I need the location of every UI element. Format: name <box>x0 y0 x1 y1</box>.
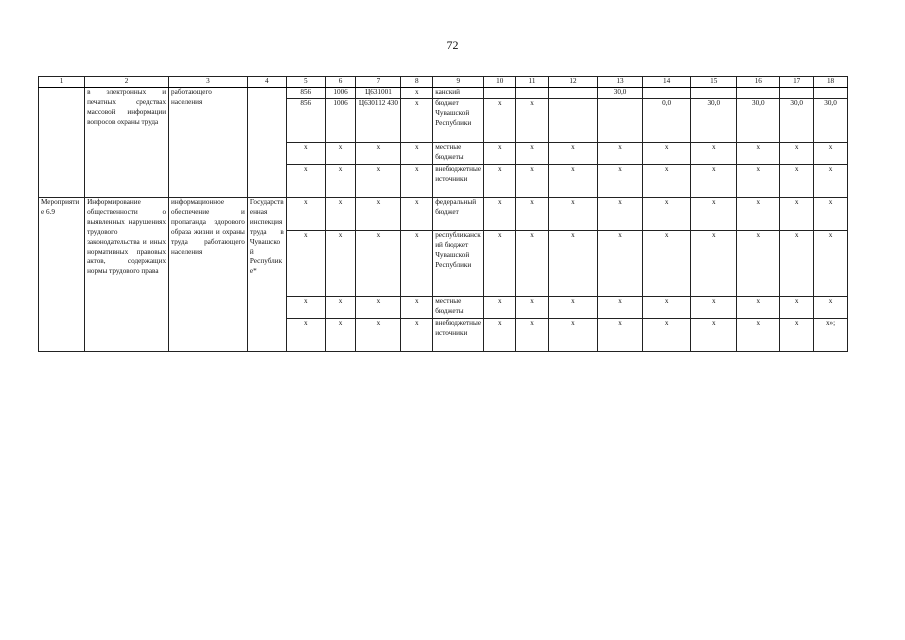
value-cell: х <box>814 198 848 231</box>
funding-source-cell: внебюджетные источники <box>433 319 484 352</box>
activity-name-cell: Информирование общественности о выявленных нарушениях трудового законодательства и иных нормативных правовых актов, содержащих нормы трудового права <box>85 198 169 352</box>
section-code-cell: 1006 <box>325 88 356 99</box>
value-cell <box>516 88 549 99</box>
funding-source-cell: местные бюджеты <box>433 143 484 165</box>
value-cell: х <box>737 319 780 352</box>
column-number: 7 <box>356 77 401 88</box>
value-cell: х <box>780 198 814 231</box>
value-cell: х <box>484 297 516 319</box>
value-cell: х <box>737 198 780 231</box>
grbs-code-cell: х <box>286 198 325 231</box>
value-cell <box>484 88 516 99</box>
value-cell: х <box>598 143 643 165</box>
column-number: 14 <box>643 77 691 88</box>
section-code-cell: х <box>325 198 356 231</box>
grbs-code-cell: 856 <box>286 99 325 143</box>
value-cell: х <box>643 143 691 165</box>
value-cell: 0,0 <box>643 99 691 143</box>
column-number: 4 <box>247 77 286 88</box>
expense-type-cell: х <box>401 231 433 297</box>
value-cell: х <box>598 319 643 352</box>
value-cell: х <box>516 198 549 231</box>
value-cell: х <box>780 143 814 165</box>
funding-source-cell: федеральный бюджет <box>433 198 484 231</box>
target-article-cell: Ц630112 430 <box>356 99 401 143</box>
value-cell: х <box>814 165 848 198</box>
target-article-cell: Ц631001 <box>356 88 401 99</box>
value-cell: х <box>484 198 516 231</box>
expected-result-cell: работающего населения <box>169 88 248 198</box>
value-cell: 30,0 <box>814 99 848 143</box>
value-cell: 30,0 <box>737 99 780 143</box>
value-cell: х <box>691 231 737 297</box>
funding-source-cell: республиканский бюджет Чувашской Республики <box>433 231 484 297</box>
column-number: 1 <box>39 77 85 88</box>
value-cell: х <box>516 165 549 198</box>
expense-type-cell: х <box>401 319 433 352</box>
column-number: 6 <box>325 77 356 88</box>
column-number: 18 <box>814 77 848 88</box>
value-cell <box>548 88 597 99</box>
value-cell: х <box>780 231 814 297</box>
value-cell: х <box>548 297 597 319</box>
value-cell: х <box>737 165 780 198</box>
value-cell: х <box>548 231 597 297</box>
value-cell: х <box>814 297 848 319</box>
section-code-cell: х <box>325 231 356 297</box>
value-cell: х <box>737 143 780 165</box>
value-cell: х <box>516 143 549 165</box>
page-number: 72 <box>446 38 459 52</box>
activity-id-cell: Мероприятие 6.9 <box>39 198 85 352</box>
target-article-cell: х <box>356 297 401 319</box>
value-cell: х <box>691 198 737 231</box>
target-article-cell: х <box>356 319 401 352</box>
value-cell <box>643 88 691 99</box>
value-cell: х <box>643 165 691 198</box>
target-article-cell: х <box>356 143 401 165</box>
column-number: 15 <box>691 77 737 88</box>
value-cell: х <box>814 231 848 297</box>
value-cell: х <box>643 319 691 352</box>
column-number: 12 <box>548 77 597 88</box>
value-cell: х <box>484 143 516 165</box>
value-cell: х <box>484 165 516 198</box>
section-code-cell: х <box>325 319 356 352</box>
value-cell: х <box>643 198 691 231</box>
value-cell: х <box>814 143 848 165</box>
grbs-code-cell: х <box>286 165 325 198</box>
value-cell: х <box>516 297 549 319</box>
section-code-cell: 1006 <box>325 99 356 143</box>
expense-type-cell: х <box>401 198 433 231</box>
section-code-cell: х <box>325 297 356 319</box>
expected-result-cell: информационное обеспечение и пропаганда здорового образа жизни и охраны труда работающего населения <box>169 198 248 352</box>
value-cell: х <box>598 198 643 231</box>
column-number: 9 <box>433 77 484 88</box>
table-row <box>39 198 848 231</box>
column-number: 16 <box>737 77 780 88</box>
value-cell <box>598 99 643 143</box>
expense-type-cell: х <box>401 297 433 319</box>
funding-source-cell: внебюджетные источники <box>433 165 484 198</box>
value-cell: 30,0 <box>780 99 814 143</box>
expense-type-cell: х <box>401 143 433 165</box>
column-number-row <box>39 77 848 88</box>
activity-name-cell: в электронных и печатных средствах массовой информации вопросов охраны труда <box>85 88 169 198</box>
responsible-executor-cell: Государственная инспекция труда в Чувашской Республике* <box>247 198 286 352</box>
section-code-cell: х <box>325 143 356 165</box>
value-cell: х <box>598 231 643 297</box>
activity-id-cell <box>39 88 85 198</box>
value-cell: х <box>516 319 549 352</box>
value-cell <box>737 88 780 99</box>
value-cell: х <box>780 165 814 198</box>
grbs-code-cell: х <box>286 143 325 165</box>
value-cell: х <box>691 143 737 165</box>
value-cell: 30,0 <box>691 99 737 143</box>
responsible-executor-cell <box>247 88 286 198</box>
funding-source-cell: местные бюджеты <box>433 297 484 319</box>
column-number: 3 <box>169 77 248 88</box>
funding-source-cell: канский <box>433 88 484 99</box>
value-cell: х <box>691 297 737 319</box>
value-cell: х <box>516 231 549 297</box>
column-number: 10 <box>484 77 516 88</box>
expense-type-cell: х <box>401 88 433 99</box>
value-cell: х <box>548 143 597 165</box>
value-cell: х <box>691 165 737 198</box>
value-cell: х <box>643 231 691 297</box>
value-cell: х <box>548 319 597 352</box>
value-cell: х <box>737 297 780 319</box>
value-cell: х <box>484 319 516 352</box>
column-number: 2 <box>85 77 169 88</box>
value-cell: х <box>737 231 780 297</box>
budget-table <box>38 76 848 352</box>
column-number: 5 <box>286 77 325 88</box>
expense-type-cell: х <box>401 165 433 198</box>
column-number: 11 <box>516 77 549 88</box>
value-cell: х <box>691 319 737 352</box>
column-number: 8 <box>401 77 433 88</box>
column-number: 13 <box>598 77 643 88</box>
value-cell: х <box>780 319 814 352</box>
grbs-code-cell: х <box>286 319 325 352</box>
value-cell: х <box>598 297 643 319</box>
grbs-code-cell: х <box>286 231 325 297</box>
value-cell <box>814 88 848 99</box>
value-cell: х <box>780 297 814 319</box>
funding-source-cell: бюджет Чувашской Республики <box>433 99 484 143</box>
value-cell: х»; <box>814 319 848 352</box>
value-cell: х <box>548 198 597 231</box>
value-cell: х <box>598 165 643 198</box>
value-cell: х <box>484 231 516 297</box>
value-cell: х <box>548 165 597 198</box>
value-cell <box>780 88 814 99</box>
grbs-code-cell: 856 <box>286 88 325 99</box>
value-cell: 30,0 <box>598 88 643 99</box>
section-code-cell: х <box>325 165 356 198</box>
value-cell: х <box>484 99 516 143</box>
target-article-cell: х <box>356 165 401 198</box>
expense-type-cell: х <box>401 99 433 143</box>
value-cell <box>691 88 737 99</box>
value-cell: х <box>516 99 549 143</box>
value-cell <box>548 99 597 143</box>
grbs-code-cell: х <box>286 297 325 319</box>
target-article-cell: х <box>356 231 401 297</box>
table-row <box>39 88 848 99</box>
value-cell: х <box>643 297 691 319</box>
target-article-cell: х <box>356 198 401 231</box>
column-number: 17 <box>780 77 814 88</box>
